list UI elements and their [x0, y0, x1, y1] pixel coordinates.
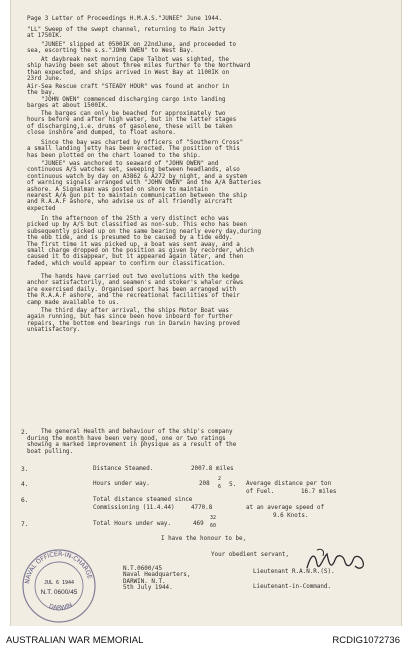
paragraph-line: picked up by A/S but classified as non-sub. This echo has been — [27, 222, 247, 229]
item-number-3: 3. — [21, 466, 29, 473]
health-line: during the month have been very good, one or two ratings — [27, 435, 226, 442]
paragraph-line: has been plotted on the chart loaned to the ship. — [27, 152, 201, 159]
total-distance-label-2: Commissioning (11.4.44) — [93, 505, 175, 511]
paragraph-line: anchor satisfactorily, and seamen's and stoker's whaler crews — [27, 280, 244, 287]
item-number-7: 7. — [21, 521, 29, 528]
item-number-6: 6. — [21, 497, 29, 504]
paragraph-line: ship having been set about three miles further to the Northward — [27, 63, 251, 70]
avg-distance-value: 16.7 miles — [301, 489, 337, 495]
paragraph-line: the R.A.A.F ashore, and the recreational facilities of their — [27, 293, 240, 300]
total-hours-fraction-top: 32 — [210, 515, 217, 521]
paragraph-line: barges at about 1500IK. — [27, 103, 109, 110]
avg-distance-label-2: of Fuel. — [246, 489, 275, 495]
paragraph-line: sea, escorting the s.s."JOHN OWEN" to West Bay. — [27, 48, 194, 55]
paragraph-line: The third day after arrival, the ships Motor Boat was — [41, 308, 229, 314]
total-distance-value: 4770.8 — [191, 505, 213, 511]
paragraph-line: "LL" Sweep of the swept channel, returning to Main Jetty — [27, 27, 226, 33]
item-number-5: 5. — [229, 481, 237, 488]
archive-record-id: RCDIG1072736 — [332, 635, 400, 646]
paragraph-line: "JUNEE" slipped at 0500IK on 22ndJune, and proceeded to — [41, 42, 237, 48]
naval-officer-stamp — [19, 546, 99, 624]
paragraph-line: 23rd June. — [27, 76, 63, 83]
paragraph-line: "JUNEE" was anchored to seaward of "JOHN OWEN" and — [41, 161, 219, 167]
paragraph-line: The barges can only be beached for approximately two — [41, 111, 226, 117]
paragraph-line: expected — [27, 205, 56, 212]
paragraph-line: Since the bay was charted by officers of "Southern Cross" — [41, 140, 244, 146]
avg-speed-label: at an average speed of — [246, 505, 325, 511]
paragraph-line: caused it to disappear, but it appeared again later, and then — [27, 254, 244, 261]
paragraph-line: of warning signals arranged with "JOHN OWEN" and the A/A Batteries — [27, 180, 262, 187]
distance-label: Distance Steamed. — [93, 466, 154, 472]
paragraph-line: subsequently picked up on the same bearing nearly every day,during — [27, 228, 262, 235]
total-hours-label: Total Hours under way. — [93, 521, 172, 527]
reference-line: DARWIN. N.T. — [123, 578, 166, 585]
svg-text:JUL 6 1944: JUL 6 1944 — [43, 580, 75, 586]
total-hours-value: 469 — [193, 521, 204, 527]
avg-speed-value: 9.6 Knots. — [273, 513, 309, 519]
archive-name: AUSTRALIAN WAR MEMORIAL — [6, 635, 144, 646]
hours-value: 208 — [199, 481, 210, 487]
paragraph-line: repairs, the bottom end bearings run in Darwin having proved — [27, 320, 240, 327]
paragraph-line: at 1750IK. — [27, 33, 63, 40]
paragraph-line: "JOHN OWEN" commenced discharging cargo into landing — [41, 97, 226, 103]
paragraph-line: ashore. A Signalman was posted on shore to maintain — [27, 186, 208, 193]
paragraph-line: a small landing jetty has been erected. The position of this — [27, 146, 240, 153]
paragraph-line: are exercised daily. Organised sport has been arranged with — [27, 286, 237, 293]
item-number-2: 2. — [21, 429, 29, 436]
paragraph-line: At daybreak next morning Cape Talbot was sighted, the — [41, 57, 229, 63]
reference-line: 5th July 1944. — [123, 585, 173, 592]
paragraph-line: the ebb tide, and is presumed to be caused by a tide eddy. — [27, 235, 233, 242]
health-line: showing a marked improvement in physique as a result of the — [27, 442, 237, 449]
paragraph-line: the bay. — [27, 90, 56, 97]
paragraph-line: camp made available to us. — [27, 299, 120, 306]
document-page — [10, 0, 402, 626]
closing-honour: I have the honour to be, — [161, 536, 247, 542]
health-line: boat pulling. — [27, 448, 74, 455]
paragraph-line: The hands have carried out two evolutions with the kedge — [41, 274, 240, 280]
archive-footer — [0, 626, 406, 654]
paragraph-line: nearest A/A gun pit to maintain communication between the ship — [27, 193, 247, 199]
paragraph-line: of discharging,i.e. drums of gasolene, these will be taken — [27, 123, 233, 130]
hours-label: Hours under way. — [93, 481, 150, 487]
signatory-rank: Lieutenant R.A.N.R.(S). — [253, 569, 335, 575]
paragraph-line: small charge dropped on the position as given by recorder, which — [27, 248, 254, 254]
hours-fraction-bottom: 6 — [218, 484, 222, 490]
svg-text:N.T. 0600/45: N.T. 0600/45 — [40, 589, 78, 596]
health-line: The general Health and behaviour of the ship's company — [41, 429, 233, 435]
paragraph-line: continuous A/S watches set, sweeping between headlands, also — [27, 167, 240, 174]
paragraph-line: continuous watch by day on A3862 & A272 by night, and a system — [27, 173, 247, 180]
paragraph-line: hours before and after high water, but in the latter stages — [27, 117, 237, 124]
hours-fraction-top: 2 — [218, 476, 222, 482]
closing-servant: Your obedient servant, — [211, 552, 290, 558]
paragraph-line: again running, but has since been hove inboard for further — [27, 314, 233, 321]
paragraph-line: and R.A.A.F ashore, who advise us of all friendly aircraft — [27, 199, 233, 206]
svg-text:NAVAL OFFICER-IN-CHARGE: NAVAL OFFICER-IN-CHARGE — [24, 550, 94, 585]
paragraph-line: than expected, and ships arrived in West Bay at 1100IK on — [27, 69, 230, 76]
paragraph-line: The first time it was picked up, a boat was sent away, and a — [27, 241, 240, 248]
total-distance-label: Total distance steamed since — [93, 497, 193, 503]
paragraph-line: Air-Sea Rescue craft "STEADY HOUR" was found at anchor in — [27, 84, 230, 90]
paragraph-line: In the afternoon of the 25th a very distinct echo was — [41, 216, 229, 222]
distance-value: 2007.8 miles — [191, 466, 234, 472]
paragraph-line: close inshore and dumped, to float ashore. — [27, 130, 176, 137]
total-hours-fraction-bottom: 60 — [210, 523, 217, 529]
signatory-command: Lieutenant-in-Command. — [253, 584, 332, 590]
paragraph-line: faded, which would appear to confirm our classification. — [27, 260, 226, 267]
reference-line: Naval Headquarters, — [123, 572, 191, 579]
paragraph-line: unsatisfactory. — [27, 327, 81, 334]
reference-line: N.T.0600/45 — [123, 566, 163, 572]
avg-distance-label: Average distance per ton — [246, 481, 332, 487]
page-header: Page 3 Letter of Proceedings H.M.A.S."JUNEE" June 1944. — [27, 16, 223, 22]
item-number-4: 4. — [21, 481, 29, 488]
svg-text:DARWIN: DARWIN — [47, 601, 74, 612]
